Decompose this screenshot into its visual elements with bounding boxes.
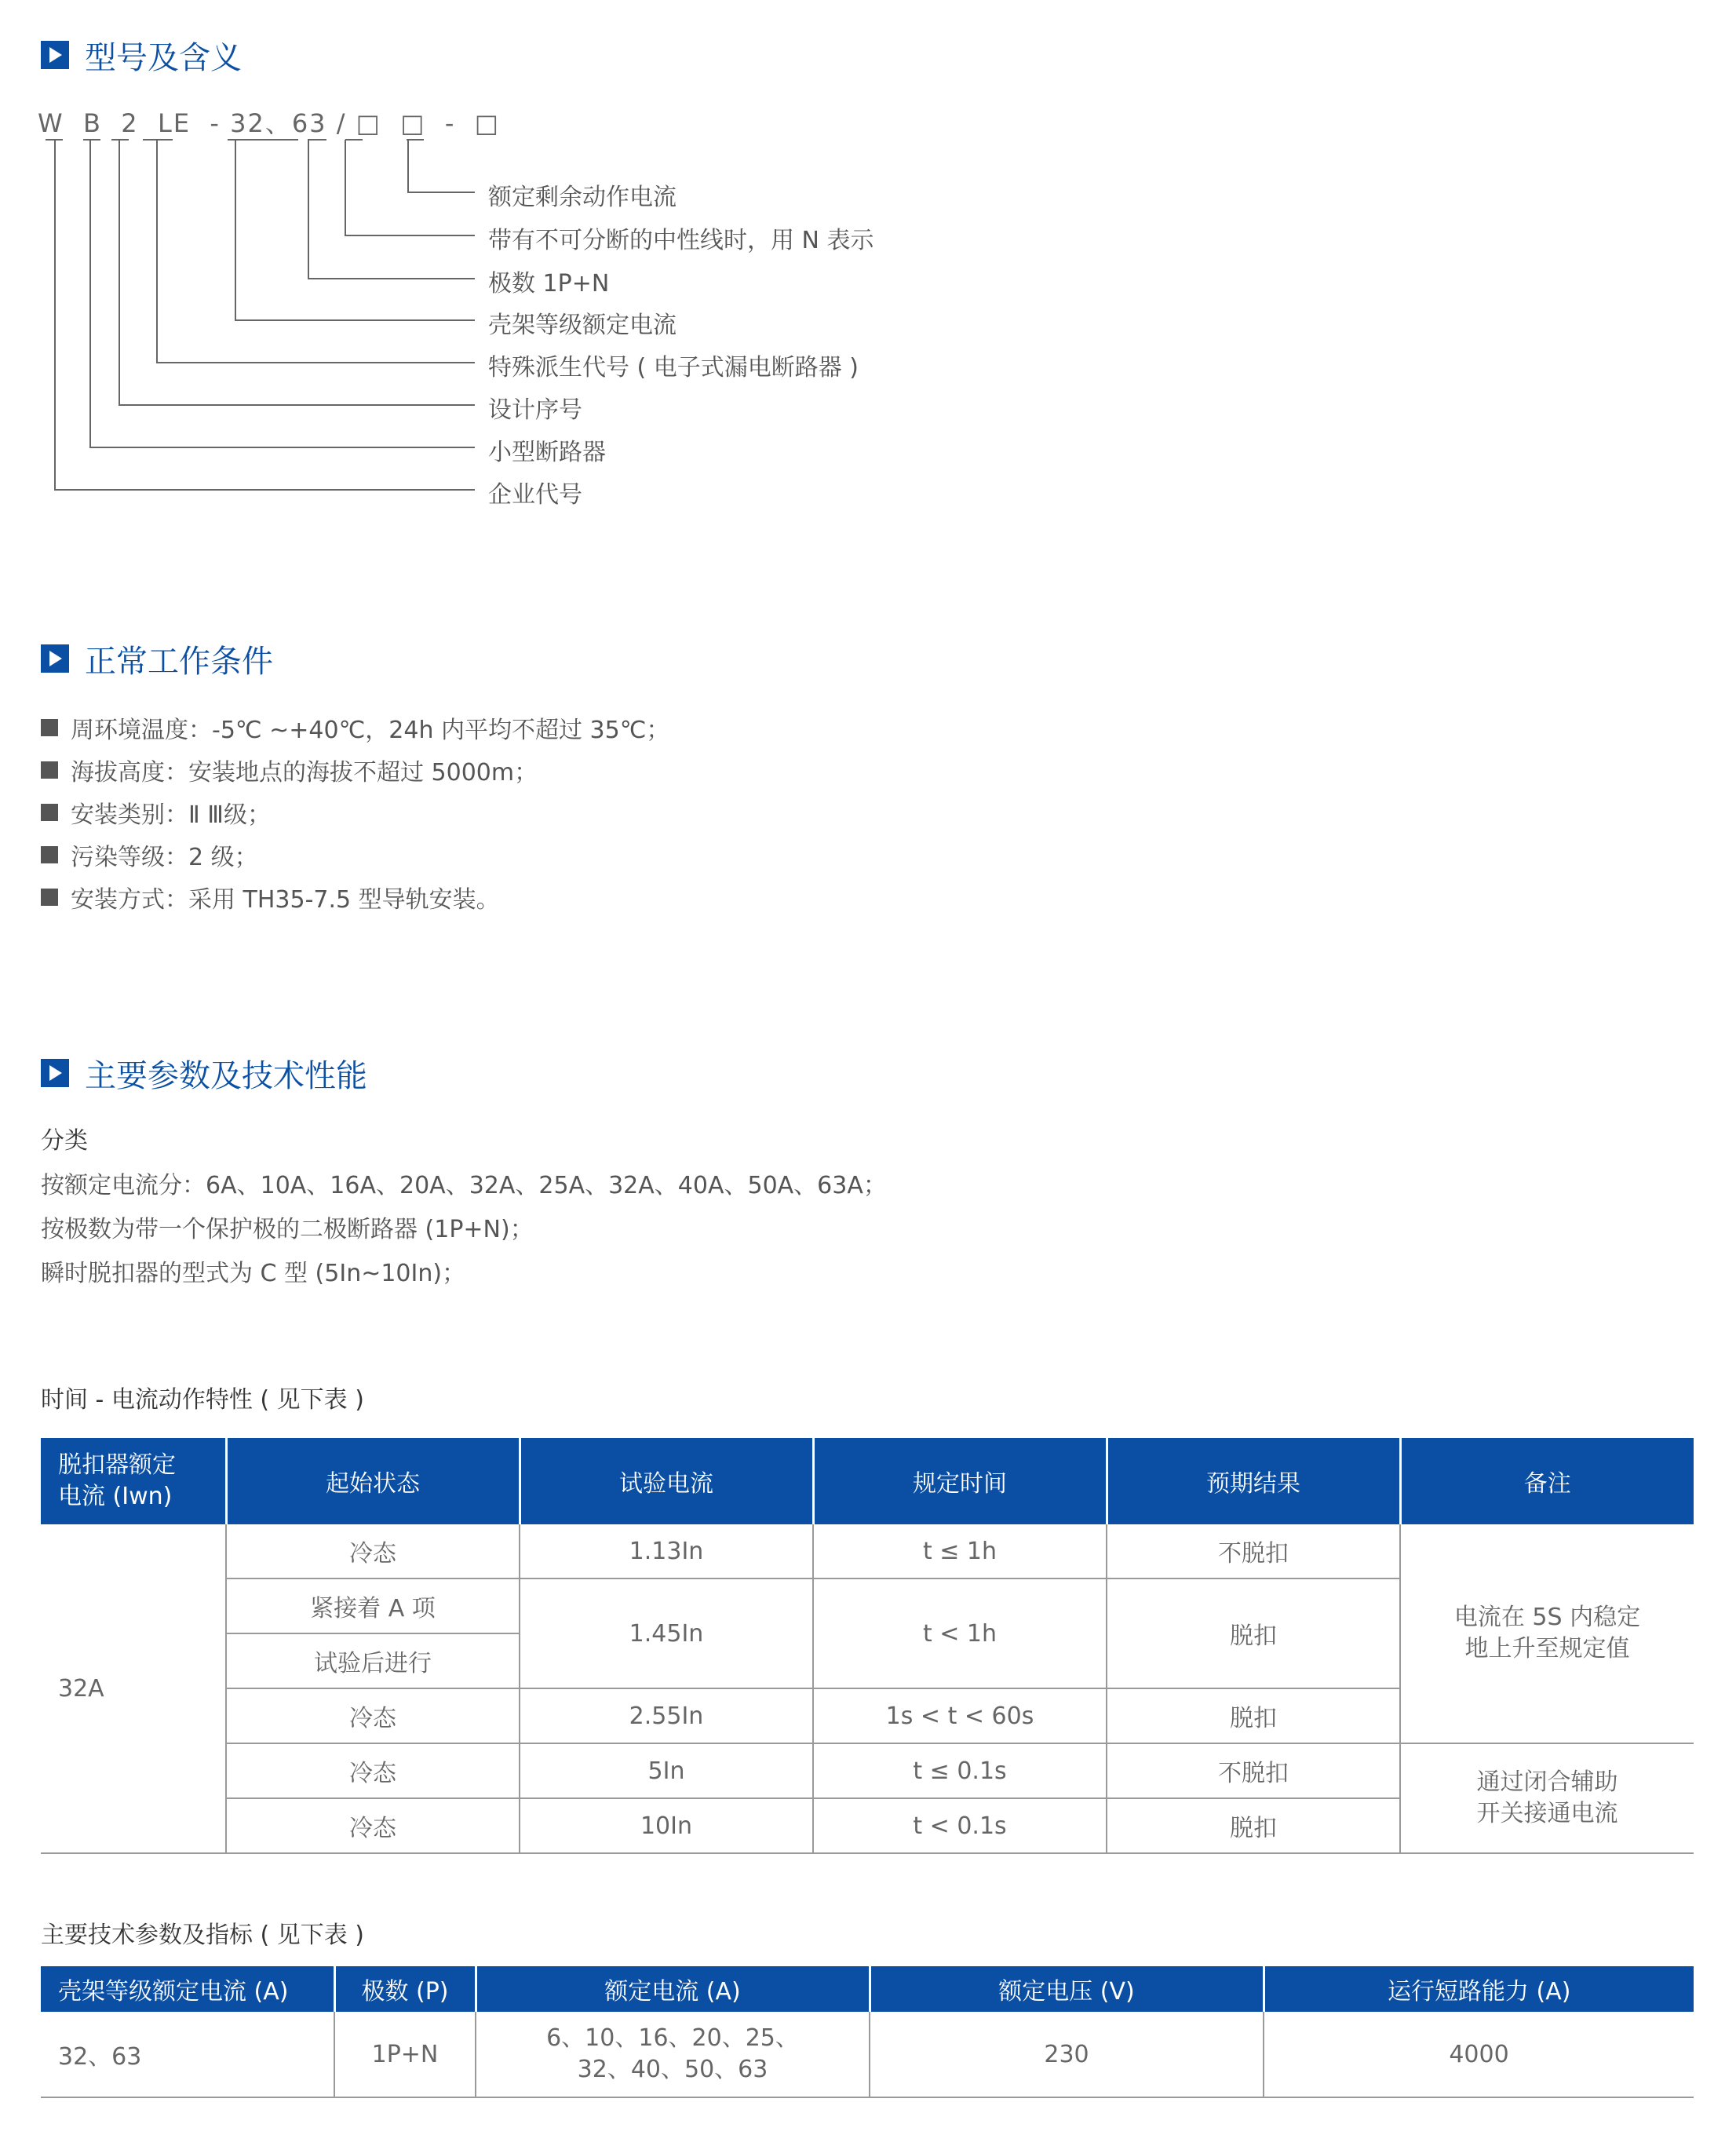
table-cell: t ≤ 1h <box>813 1524 1107 1578</box>
table-cell: 5In <box>520 1743 813 1798</box>
classification-line: 按极数为带一个保护极的二极断路器 (1P+N)； <box>41 1216 534 1243</box>
condition-item <box>41 880 500 914</box>
table-cell: 脱扣 <box>1107 1578 1400 1688</box>
code-label-mcb: 小型断路器 <box>488 439 606 466</box>
column-header: 额定电流 (A) <box>476 1966 870 2012</box>
table-cell: 脱扣 <box>1107 1798 1400 1853</box>
play-arrow-icon <box>41 644 69 673</box>
condition-text: 海拔高度：安装地点的海拔不超过 5000m； <box>71 759 538 787</box>
section-title: 型号及含义 <box>85 39 242 76</box>
model-code-diagram <box>0 0 1736 549</box>
code-label-derivative: 特殊派生代号 ( 电子式漏电断路器 ) <box>488 354 859 381</box>
table-cell: 6、10、16、20、25、 32、40、50、63 <box>476 2012 870 2097</box>
code-label-company: 企业代号 <box>488 481 582 509</box>
table-header-row <box>41 1438 1694 1524</box>
square-bullet-icon <box>41 889 58 906</box>
table-header-row <box>41 1966 1694 2012</box>
table-cell: 不脱扣 <box>1107 1524 1400 1578</box>
column-header: 脱扣器额定 电流 (Iwn) <box>41 1438 226 1524</box>
column-header: 起始状态 <box>226 1438 520 1524</box>
section-heading-conditions <box>41 639 273 678</box>
table2-title: 主要技术参数及指标 ( 见下表 ) <box>41 1922 365 1949</box>
rated-current-cell: 32A <box>58 1674 104 1703</box>
classification-title: 分类 <box>41 1127 88 1155</box>
classification-line: 瞬时脱扣器的型式为 C 型 (5In~10In)； <box>41 1260 466 1287</box>
condition-item <box>41 753 538 787</box>
condition-item <box>41 838 258 872</box>
table-row <box>41 1743 1694 1798</box>
table-cell: 1s < t < 60s <box>813 1688 1107 1743</box>
code-label-neutral: 带有不可分断的中性线时，用 N 表示 <box>488 227 874 254</box>
table-cell: 冷态 <box>226 1524 520 1578</box>
table-cell: 1.13In <box>520 1524 813 1578</box>
table-cell: 冷态 <box>226 1798 520 1853</box>
table-cell: 紧接着 A 项 <box>226 1578 520 1633</box>
condition-item <box>41 795 271 830</box>
section-title: 主要参数及技术性能 <box>85 1057 367 1094</box>
table-cell: t ≤ 0.1s <box>813 1743 1107 1798</box>
table-cell: 230 <box>870 2012 1264 2097</box>
tech-params-table <box>41 1966 1694 2098</box>
condition-text: 安装类别：Ⅱ Ⅲ级； <box>71 801 271 829</box>
condition-item <box>41 710 669 745</box>
table-cell: 10In <box>520 1798 813 1853</box>
column-header: 规定时间 <box>813 1438 1107 1524</box>
square-bullet-icon <box>41 761 58 779</box>
table-cell: 不脱扣 <box>1107 1743 1400 1798</box>
condition-text: 安装方式：采用 TH35-7.5 型导轨安装。 <box>71 886 500 914</box>
column-header: 极数 (P) <box>334 1966 476 2012</box>
section-title: 正常工作条件 <box>85 643 273 680</box>
column-header: 壳架等级额定电流 (A) <box>41 1966 334 2012</box>
table-cell: 2.55In <box>520 1688 813 1743</box>
column-header: 试验电流 <box>520 1438 813 1524</box>
table-cell: 冷态 <box>226 1688 520 1743</box>
table-cell: 4000 <box>1264 2012 1694 2097</box>
table-row <box>41 1524 1694 1578</box>
table-cell: 1P+N <box>334 2012 476 2097</box>
code-label-design-no: 设计序号 <box>488 396 582 424</box>
code-label-frame-current: 壳架等级额定电流 <box>488 312 677 339</box>
condition-text: 周环境温度：-5℃ ~+40℃，24h 内平均不超过 35℃； <box>71 717 670 744</box>
note-cell: 通过闭合辅助 开关接通电流 <box>1400 1743 1694 1853</box>
table-row <box>41 2012 1694 2097</box>
table-cell: t < 1h <box>813 1578 1107 1688</box>
trip-characteristics-table <box>41 1438 1694 1854</box>
table-cell: t < 0.1s <box>813 1798 1107 1853</box>
square-bullet-icon <box>41 804 58 821</box>
condition-text: 污染等级：2 级； <box>71 844 258 871</box>
table-cell: 脱扣 <box>1107 1688 1400 1743</box>
code-label-residual-current: 额定剩余动作电流 <box>488 184 677 211</box>
classification-line: 按额定电流分：6A、10A、16A、20A、32A、25A、32A、40A、50A、63A； <box>41 1172 887 1199</box>
column-header: 额定电压 (V) <box>870 1966 1264 2012</box>
table-cell: 1.45In <box>520 1578 813 1688</box>
table-cell: 试验后进行 <box>226 1633 520 1688</box>
column-header: 运行短路能力 (A) <box>1264 1966 1694 2012</box>
play-arrow-icon <box>41 1059 69 1087</box>
square-bullet-icon <box>41 846 58 863</box>
section-heading-params <box>41 1053 367 1093</box>
table1-title: 时间 - 电流动作特性 ( 见下表 ) <box>41 1386 364 1414</box>
column-header: 备注 <box>1400 1438 1694 1524</box>
model-code: W B 2 LE - 32、63 / □ □ - □ <box>38 108 500 138</box>
column-header: 预期结果 <box>1107 1438 1400 1524</box>
code-label-poles: 极数 1P+N <box>488 270 610 297</box>
table-cell: 冷态 <box>226 1743 520 1798</box>
note-cell: 电流在 5S 内稳定 地上升至规定值 <box>1400 1524 1694 1743</box>
table-cell: 32、63 <box>58 2043 142 2071</box>
square-bullet-icon <box>41 719 58 736</box>
